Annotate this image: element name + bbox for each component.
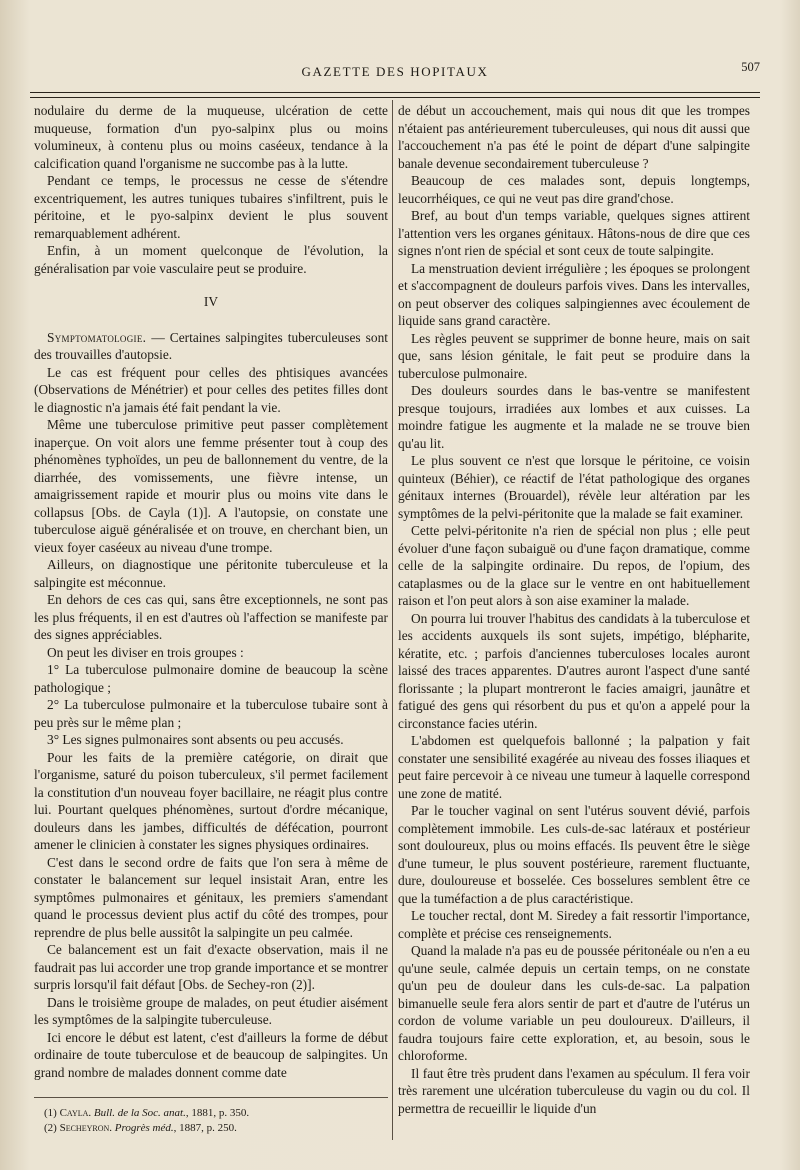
paragraph: Pour les faits de la première catégorie, on dirait que l'organisme, saturé du poison tuberculeux, s'il permet facilement la constitution d'un nouveau foyer bacillaire, ne réagit plus contre lui. Pourtant quelques phénomènes, surtout d'ordre mécanique, douleurs dans les jambes, difficultés de défécation, pourront amener le clinicien à constater les signes physiques ordinaires.	[34, 749, 388, 852]
paragraph: de début un accouchement, mais qui nous dit que les trompes n'étaient pas antérieurement tuberculeuses, qui nous dit aussi que l'accouchement n'a pas été le point de départ d'une salpingite banale devenue secondairement tuberculeuse ?	[398, 103, 750, 171]
paragraph: Ici encore le début est latent, c'est d'ailleurs la forme de début ordinaire de toute tuberculose et de beaucoup de salpingites. Un grand nombre de malades donnent comme date	[34, 1029, 388, 1080]
column-divider	[392, 100, 393, 1140]
paragraph: Par le toucher vaginal on sent l'utérus souvent dévié, parfois complètement immobile. Les culs-de-sac latéraux et postérieur sont douloureux, plus ou moins effacés. Ils peuvent être le siège d'une tumeur, le plus souvent postérieure, rarement fluctuante, dure, douloureuse et bosselée. Ces bosselures semblent être ce que la tuméfaction a de plus caractéristique.	[398, 803, 750, 906]
footnote	[34, 1121, 388, 1136]
footnote-ref: , 1887, p. 250.	[173, 1122, 237, 1134]
footnote-number: (2)	[44, 1122, 57, 1134]
footnote	[34, 1106, 388, 1121]
paragraph: Bref, au bout d'un temps variable, quelques signes attirent l'attention vers les organes génitaux. Hâtons-nous de dire que ces signes n'ont rien de spécial et sont ceux de toute salpingite.	[398, 208, 750, 258]
list-item: 3° Les signes pulmonaires sont absents ou peu accusés.	[47, 732, 344, 747]
paragraph: La menstruation devient irrégulière ; les époques se prolongent et s'accompagnent de douleurs parfois vives. Dans les intervalles, on peut observer des coliques salpingiennes avec écoulement de liquide sans grand caractère.	[398, 260, 750, 328]
footnote-journal: Progrès méd.	[114, 1122, 174, 1134]
footnote-author: Secheyron.	[59, 1122, 113, 1134]
paragraph: Dans le troisième groupe de malades, on peut étudier aisément les symptômes de la salpingite tuberculeuse.	[34, 994, 388, 1027]
page-header	[30, 62, 760, 84]
paragraph: En dehors de ces cas qui, sans être exceptionnels, ne sont pas les plus fréquents, il en est d'autres où l'affection se manifeste par des signes appréciables.	[34, 592, 388, 642]
section-number: IV	[203, 294, 219, 309]
page-number: 507	[741, 60, 760, 74]
section-intro-paragraph	[34, 329, 388, 364]
paragraph: Même une tuberculose primitive peut passer complètement inaperçue. On voit alors une femme présenter tout à coup des phénomènes typhoïdes, un peu de ballonnement du ventre, de la diarrhée, des vomissements, une fièvre intense, un amaigrissement rapide et mourir plus ou moins vite dans le collapsus [Obs. de Cayla (1)]. A l'autopsie, on constate une tuberculose aiguë généralisée et on trouve, en cherchant bien, un vieux foyer caséeux au niveau d'une trompe.	[34, 417, 388, 555]
footnote-number: (1)	[44, 1107, 57, 1119]
paragraph: Le plus souvent ce n'est que lorsque le péritoine, ce voisin quinteux (Béhier), ce réactif de l'état pathologique des organes génitaux internes (Brouardel), révèle leur altération par les symptômes de la pelvi-péritonite que la malade se fait examiner.	[398, 453, 750, 521]
paragraph: Les règles peuvent se supprimer de bonne heure, mais on sait que, sans lésion génitale, le fait peut se produire dans la tuberculose pulmonaire.	[398, 330, 750, 381]
paragraph: Des douleurs sourdes dans le bas-ventre se manifestent presque toujours, irradiées aux lombes et aux cuisses. La moindre fatigue les augmente et la malade ne se trouve bien qu'au lit.	[398, 383, 750, 451]
list-item: 1° La tuberculose pulmonaire domine de beaucoup la scène pathologique ;	[34, 662, 388, 695]
paragraph: On pourra lui trouver l'habitus des candidats à la tuberculose et les accidents auxquels ils sont sujets, impétigo, blépharite, kératite, etc. ; parfois d'anciennes tuberculoses locales auront laissé des traces apparentes. D'autres auront l'aspect d'une santé florissante ; la plupart montreront le facies amaigri, jaunâtre et fatigué des gens qui résorbent du pus et qu'on a appelé pour la circonstance facies utérin.	[398, 610, 750, 731]
paragraph: C'est dans le second ordre de faits que l'on sera à même de constater le balancement sur lequel insistait Aran, entre les symptômes pulmonaires et génitaux, les premiers s'amendant quand le processus devient plus actif du côté des trompes, pour reprendre de plus belle aussitôt la salpingite un peu calmée.	[34, 854, 388, 940]
footnote-journal: Bull. de la Soc. anat.	[93, 1107, 186, 1119]
section-heading: Symptomatologie.	[47, 329, 147, 345]
running-title: GAZETTE DES HOPITAUX	[301, 64, 489, 79]
section-intro-text: — Certaines salpingites tuberculeuses sont des trouvailles d'autopsie.	[34, 329, 388, 362]
paragraph: Beaucoup de ces malades sont, depuis longtemps, leucorrhéiques, ce qui ne veut pas dire grand'chose.	[398, 173, 750, 206]
paragraph: Ailleurs, on diagnostique une péritonite tuberculeuse et la salpingite est méconnue.	[34, 557, 388, 590]
paragraph: Cette pelvi-péritonite n'a rien de spécial non plus ; elle peut évoluer d'une façon subaiguë ou d'une façon dramatique, comme celle de la salpingite ordinaire. Du repos, de l'opium, des cataplasmes ou de la glace sur le ventre en ont habituellement raison et l'on peut alors à son aise examiner la malade.	[398, 523, 750, 608]
list-item: 2° La tuberculose pulmonaire et la tuberculose tubaire sont à peu près sur le même plan ;	[34, 697, 388, 730]
paragraph: Enfin, à un moment quelconque de l'évolution, la généralisation par voie vasculaire peut se produire.	[34, 243, 388, 276]
paragraph: Ce balancement est un fait d'exacte observation, mais il ne faudrait pas lui accorder une trop grande importance et se montrer surpris lorsqu'il fait défaut [Obs. de Sechey-ron (2)].	[34, 942, 388, 992]
paragraph: L'abdomen est quelquefois ballonné ; la palpation y fait constater une sensibilité exagérée au niveau des fosses iliaques et peut faire percevoir à ce niveau une tumeur à laquelle correspond une zone de matité.	[398, 733, 750, 801]
paragraph: nodulaire du derme de la muqueuse, ulcération de cette muqueuse, formation d'un pyo-salpinx plus ou moins volumineux, à contenu plus ou moins caséeux, tendance à la calcification quand l'organisme ne succombe pas à la lutte.	[34, 103, 388, 171]
right-column	[398, 102, 750, 1132]
paragraph: Le cas est fréquent pour celles des phtisiques avancées (Observations de Ménétrier) et pour celles des petites filles dont le diagnostic n'a jamais été fait pendant la vie.	[34, 364, 388, 415]
footnote-author: Cayla.	[59, 1107, 92, 1119]
header-rule	[30, 92, 760, 98]
left-column	[34, 102, 388, 1132]
paragraph: Pendant ce temps, le processus ne cesse de s'étendre excentriquement, les autres tuniques tubaires s'infiltrent, puis le péritoine, et le pyo-salpinx devient le plus souvent remarquablement adhérent.	[34, 173, 388, 241]
paragraph: On peut les diviser en trois groupes :	[47, 644, 244, 660]
paragraph: Il faut être très prudent dans l'examen au spéculum. Il fera voir très rarement une ulcération tuberculeuse du vagin ou du col. Il permettra de recueillir le liquide d'un	[398, 1065, 750, 1116]
paragraph: Le toucher rectal, dont M. Siredey a fait ressortir l'importance, complète et précise ces renseignements.	[398, 908, 750, 941]
footnote-ref: , 1881, p. 350.	[185, 1107, 250, 1119]
paragraph: Quand la malade n'a pas eu de poussée péritonéale ou n'en a eu qu'une seule, calmée depuis un certain temps, on ne constate qu'un peu de douleur dans les culs-de-sac. La palpation bimanuelle seule fera alors sentir de part et d'autre de l'utérus un cordon de volume variable un peu douloureux. D'ailleurs, il faudra toujours faire cette exploration, et, au besoin, sous le chloroforme.	[398, 943, 750, 1063]
footnotes	[34, 1097, 388, 1136]
